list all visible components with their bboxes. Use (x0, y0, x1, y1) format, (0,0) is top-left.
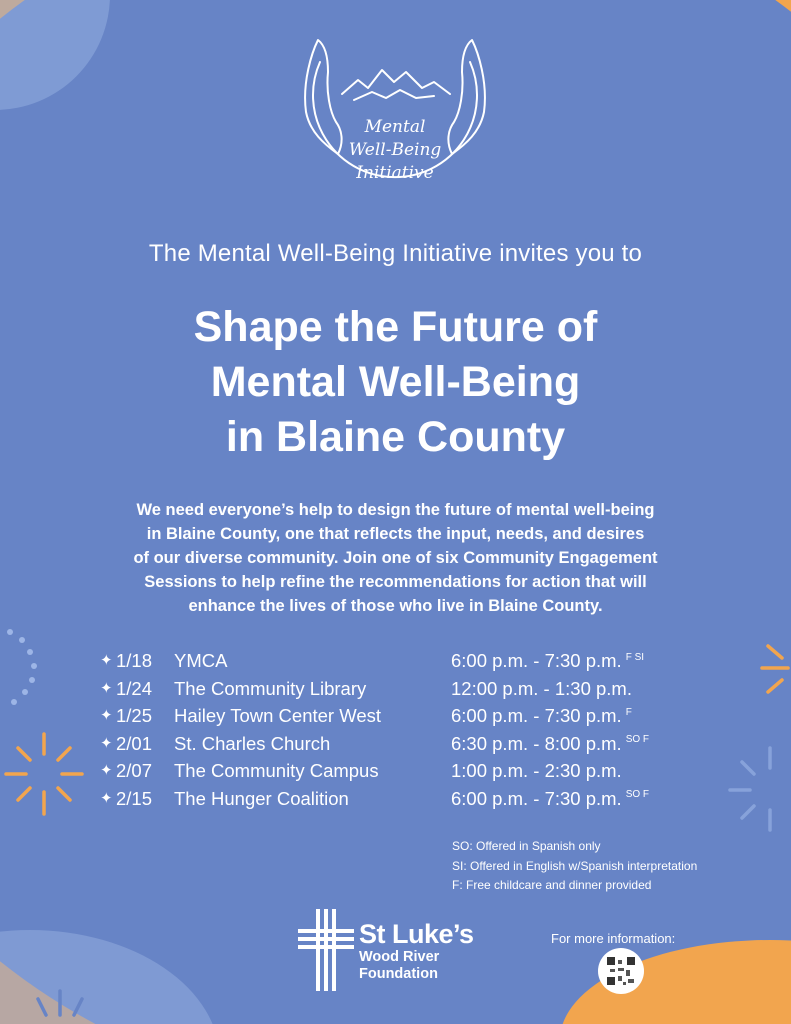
session-time: 1:00 p.m. - 2:30 p.m. (451, 760, 622, 781)
intro-line: enhance the lives of those who live in Blaine County. (188, 597, 603, 615)
sponsor-line: Foundation (359, 966, 438, 982)
star-bullet-icon: ✦ (100, 652, 113, 669)
session-date: 2/01 (116, 732, 153, 754)
legend (452, 837, 697, 896)
intro-line: Sessions to help refine the recommendations for action that will (144, 573, 647, 591)
qr-code-icon[interactable] (598, 948, 644, 994)
star-bullet-icon: ✦ (100, 707, 113, 724)
logo-line: Mental (364, 117, 426, 137)
session-time: 6:00 p.m. - 7:30 p.m. (451, 787, 622, 809)
session-time-group (451, 650, 644, 672)
session-time: 6:00 p.m. - 7:30 p.m. (451, 705, 622, 726)
title-line: Mental Well-Being (210, 358, 581, 406)
session-location: YMCA (174, 650, 228, 671)
session-location: Hailey Town Center West (174, 705, 382, 726)
session-date: 1/25 (116, 705, 153, 726)
session-location: St. Charles Church (174, 732, 331, 754)
intro-line: in Blaine County, one that reflects the input, needs, and desires (146, 525, 645, 543)
session-row (100, 678, 740, 706)
session-time-group (451, 705, 632, 727)
initiative-logo (282, 32, 508, 222)
session-time: 6:00 p.m. - 7:30 p.m. (451, 650, 622, 671)
star-bullet-icon: ✦ (100, 762, 113, 779)
session-time-group (451, 678, 636, 700)
session-time-group (451, 760, 626, 782)
session-note: SO F (625, 789, 650, 801)
session-row (100, 705, 740, 733)
logo-line: Well-Being (348, 140, 442, 160)
intro-line: of our diverse community. Join one of six Community Engagement (133, 549, 658, 567)
dots-decoration-icon (0, 620, 60, 710)
sponsor-line: Wood River (359, 949, 440, 965)
session-note: F (625, 706, 632, 718)
logo-text (282, 116, 508, 185)
session-time-group (451, 733, 649, 755)
sparkle-icon (748, 638, 791, 708)
logo-line: Initiative (356, 163, 434, 183)
session-note: F SI (625, 651, 645, 663)
legend-item: SO: Offered in Spanish only (452, 839, 601, 853)
intro-line: We need everyone’s help to design the future of mental well-being (136, 501, 655, 519)
session-time-group (451, 788, 649, 810)
session-date: 1/24 (116, 677, 153, 699)
sponsor-name: St Luke’s (359, 919, 474, 949)
session-row (100, 788, 740, 816)
session-date: 2/15 (116, 787, 153, 809)
sponsor-text (359, 919, 474, 983)
intro-paragraph (40, 498, 751, 618)
session-location: The Community Library (174, 677, 367, 699)
session-date: 1/18 (116, 650, 153, 671)
star-bullet-icon: ✦ (100, 679, 113, 697)
session-row (100, 650, 740, 678)
more-info-label: For more information: (551, 931, 676, 946)
invite-text: The Mental Well-Being Initiative invites you to (148, 240, 643, 267)
qr-code-pattern (598, 948, 644, 994)
star-bullet-icon: ✦ (100, 734, 113, 752)
session-location: The Hunger Coalition (174, 787, 349, 809)
session-time: 6:30 p.m. - 8:00 p.m. (451, 732, 622, 754)
title-line: in Blaine County (225, 413, 566, 461)
session-date: 2/07 (116, 760, 153, 781)
page-title (0, 300, 791, 465)
session-location: The Community Campus (174, 760, 379, 781)
sparkle-icon (2, 730, 86, 820)
legend-item: F: Free childcare and dinner provided (452, 878, 652, 892)
title-line: Shape the Future of (193, 303, 598, 351)
session-row (100, 760, 740, 788)
sparkle-icon (20, 985, 100, 1024)
session-row (100, 733, 740, 761)
session-time: 12:00 p.m. - 1:30 p.m. (451, 677, 632, 699)
session-schedule (100, 650, 740, 815)
cross-icon (296, 907, 356, 993)
legend-item: SI: Offered in English w/Spanish interpretation (452, 858, 698, 873)
session-note: SO F (625, 734, 650, 746)
star-bullet-icon: ✦ (100, 789, 113, 807)
